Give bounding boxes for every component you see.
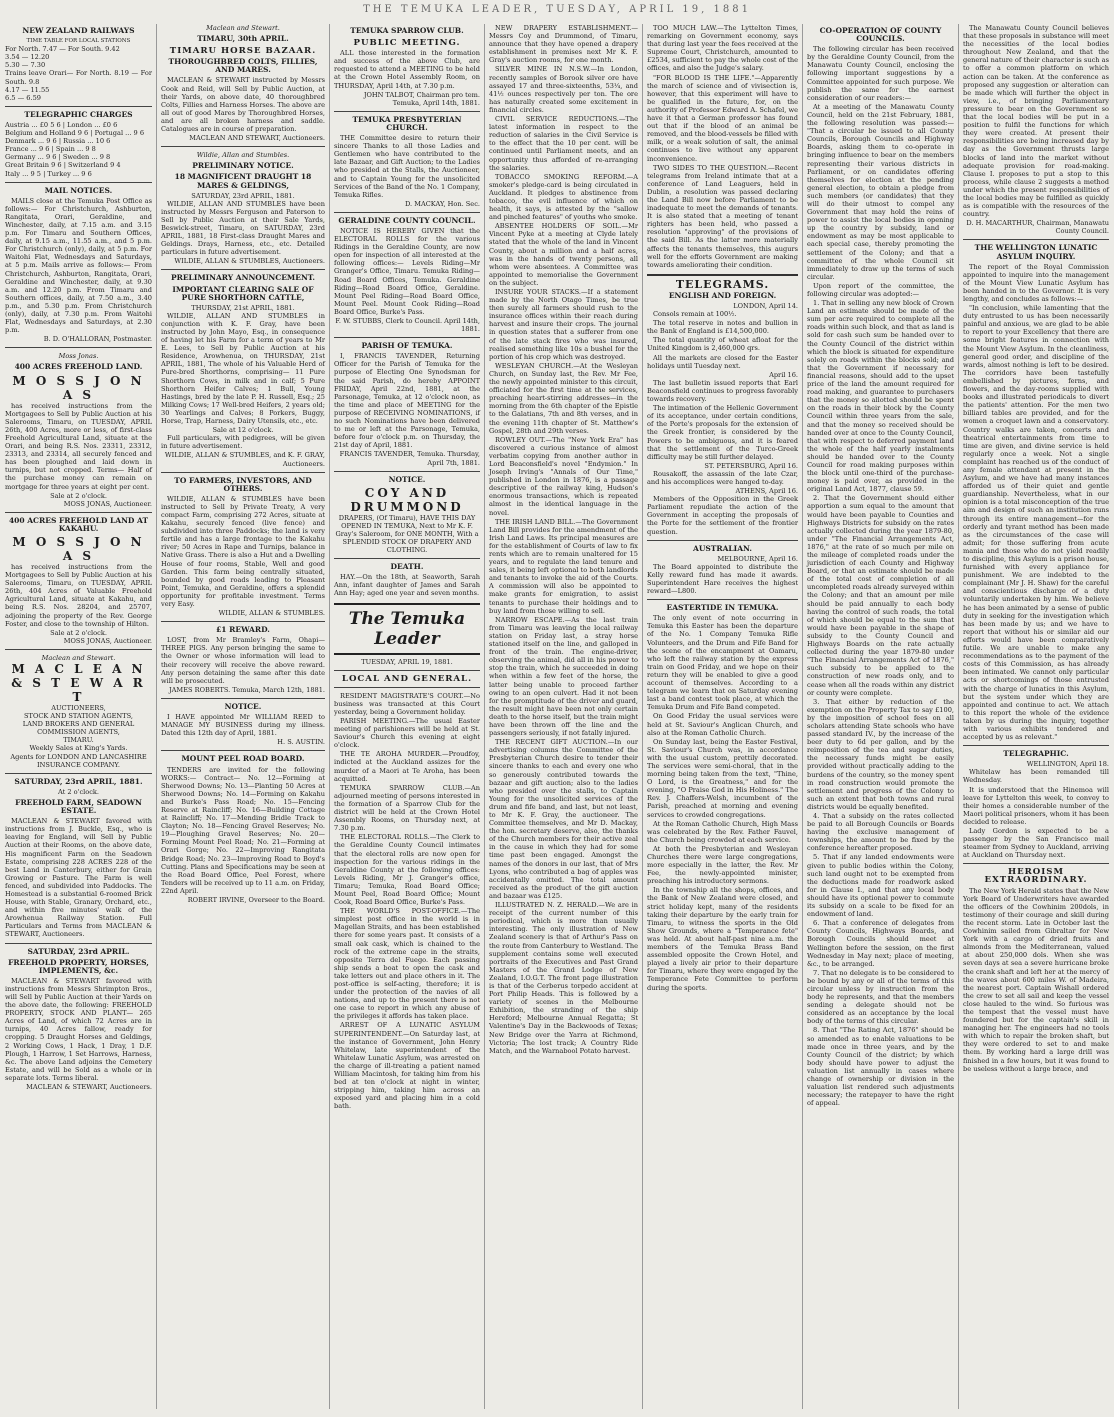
death-heading: DEATH.	[390, 562, 424, 572]
column-1	[2, 24, 155, 1409]
rail-row: 6.5 — 6.59	[5, 93, 41, 102]
ad-heading: TIMARU HORSE BAZAAR.	[169, 46, 317, 57]
ad-line: LAND BROKERS AND GENERAL	[22, 720, 135, 729]
ad-signature: ROBERT IRVINE, Overseer to the Board.	[187, 896, 325, 904]
news-item: THE ELECTORAL ROLLS.—The Clerk to the Geraldine County Council intimates that the electoral rolls are now open for inspection for the various ridings in the Geraldine County at the following offices: Levels Riding, Mr J. Granger's office, Timaru; Temuka, Road Board Office; Mount Peel, Road Board Office; Mount Cook, Road Board Office, Burke's Pass.	[334, 833, 480, 907]
section-subheading: ENGLISH AND FOREIGN.	[668, 290, 777, 300]
section-heading: HEROISM EXTRAORDINARY.	[984, 867, 1088, 886]
news-item: On Sunday last, being the Easter Festival, St. Saviour's Church was, in accordance with the usual custom, prettily decorated. The services were semi-choral, that in the morning being taken from the text, "Thine, O Lord, is the Greatness," and for the evening, "O Praise God in His Holiness." The Rev. J. Chaffers-Welsh, incumbent of the Parish, preached at morning and evening services to crowded congregations.	[647, 737, 798, 819]
ad-signature: JOHN TALBOT, Chairman pro tem. Temuka, April 14th, 1881.	[363, 90, 480, 107]
advertiser-name: Moss Jonas.	[58, 352, 99, 361]
rail-row: Trains leave Orari— For North. 8.19 — For South. 9.8	[5, 69, 152, 86]
news-item: ROWLEY OUT.—The "New York Era" has discovered a curious instance of almost verbatim copying from another author in Lord Beaconsfield's novel "Endymion." In Joseph Irving's "Annals of Our Time," published in London in 1876, is a passage descriptive of the railway king, Hudson's enormous transactions, which is repeated almost in the identical language in the novel.	[489, 435, 638, 517]
telegram-item: The intimation of the Hellenic Government of its acceptance, under certain conditions, of the Porte's proposals for the extension of the Greek frontier, is considered by the Powers to be ambiguous, and it is feared that the settlement of the Turco-Greek difficulty may be still further delayed.	[647, 404, 798, 461]
divider	[161, 750, 325, 751]
news-item: 5. That if any landed endowments were given to public bodies within the Colony, such land ought not to be exempted from the deductions made for roadwork asked for in Clause I., and that any local body should have its optional power to commute its subsidy on a scale to be fixed for an endowment of land.	[807, 853, 954, 919]
news-item: INSURE YOUR STACKS.—If a statement made by the North Otago Times, be true then surely all farmers should rush to the insurance offices within their reach during harvest and insure their crops. The journal in question states that a sufferer from one of the late stack fires who was insured, realised something like 10s a bushel for the portion of his crop which was destroyed.	[489, 288, 638, 361]
mail-signature: B. D. O'HALLORAN, Postmaster.	[43, 335, 152, 344]
section-heading: AUSTRALIAN.	[693, 543, 752, 553]
tele-row: Austria ... £0 5 6 | London ... £0 6	[5, 120, 118, 129]
ad-signature: H. S. AUSTIN.	[277, 738, 325, 747]
divider	[5, 347, 152, 348]
railways-subheading: TIME TABLE FOR LOCAL STATIONS	[26, 38, 131, 45]
divider	[334, 212, 480, 213]
rail-row: 3.54 — 12.20	[5, 53, 50, 62]
news-item: 7. That no delegate is to be considered to be bound by any or all of the terms of this circular unless by instruction from the body he represents, and that the members sending a delegate should not be considered as an acceptance by the local body of the terms of this circular.	[807, 968, 954, 1026]
divider	[647, 540, 798, 541]
ad-heading: FREEHOLD PROPERTY, HORSES, IMPLEMENTS, &c.	[8, 957, 149, 975]
mail-text: MAILS close at the Temuka Post Office as follows:— For Christchurch, Ashburton, Rangitata, Orari, Geraldine, and Winchester, daily, at 7.15 a.m. and 3.15 p.m. For Timaru and Southern Offices, daily, at 9.15 a.m., 11.55 a.m., and 5 p.m. For Christchurch (only), daily, at 5 p.m. For Waitohi Flat, Wednesdays and Saturdays, at 5 p.m. Mails arrive as follows:— From Christchurch, Ashburton, Rangitata, Orari, Geraldine and Winchester, daily, at 9.30 a.m. and 12.20 p.m. From Timaru and Southern offices, daily, at 7.50 a.m., 3.40 p.m., and 5.30 p.m. From Christchurch (only), daily, at 7.30 p.m. From Waitohi Flat, Wednesdays and Saturdays, at 2.30 p.m.	[5, 196, 152, 335]
ad-text: ALL those interested in the formation and success of the above Club, are requested to attend a MEETING to be held at the Crown Hotel Assembly Room, on THURSDAY, April 14th, at 7.30 p.m.	[334, 49, 480, 90]
telegram-item: Whitelaw has been remanded till Wednesday.	[963, 768, 1109, 785]
news-item: PARISH MEETING.—The usual Easter meeting of parishioners will be held at St. Saviour's Church this evening at eight o'clock.	[334, 717, 480, 750]
news-item: Upon report of the committee, the following circular was adopted:—	[807, 281, 954, 298]
ad-text: LOST, from Mr Bramley's Farm, Ohapi— THREE PIGS. Any person bringing the same to the Owner or whose information will lead to their recovery will receive the above reward. Any person detaining the same after this date will be prosecuted.	[161, 636, 325, 685]
ad-heading: PUBLIC MEETING.	[353, 38, 461, 49]
telegram-item: Lady Gordon is expected to be a passenger by the San Francisco mail steamer from Sydney to Auckland, arriving at Auckland on Thursday next.	[963, 827, 1109, 860]
ad-heading: MOUNT PEEL ROAD BOARD.	[181, 754, 305, 764]
divider	[334, 670, 480, 671]
ad-signature: WILDIE, ALLAN & STUMBLES.	[218, 609, 325, 618]
dateline: WELLINGTON, April 18.	[1026, 760, 1109, 769]
news-item: At a meeting of the Manawatu County Council, held on the 21st February, 1881, the following resolution was passed:— "That a circular be issued to all County Councils, Borough Councils and Highway Boards, asking them to co-operate in bringing influence to bear on the members representing their various districts in Parliament, or on candidates offering themselves for election at the pending general election, to obtain a pledge from such members (or candidates) that they will do their utmost to compel any Government that may hold the reins of power to assist the local bodies in opening up the country by subsidy, land or endowment as may be most applicable to each special case, thereby promoting the settlement of the Colony; and that a committee of the whole Council sit immediately to draw up the terms of such circular.	[807, 102, 954, 281]
ad-signature: MOSS JONAS, Auctioneer.	[63, 499, 152, 508]
divider	[5, 649, 152, 650]
news-item: "FOR BLOOD IS THE LIFE."—Apparently the march of science and of vivisection is, however, that this experiment will have to be qualified in the future, for, on the authority of Professor Edward A. Schafel, we have it that a German professor has found out that if the blood of an animal be removed, and the blood-vessels be filled with milk, or a weak solution of salt, the animal continues to live without any apparent inconvenience.	[647, 73, 799, 163]
telegram-item: Rousakoff, the assassin of the late Czar, and his accomplices were hanged to-day.	[647, 469, 798, 486]
ad-heading: TO FARMERS, INVESTORS, AND OTHERS.	[174, 475, 312, 493]
ad-text: I HAVE appointed Mr WILLIAM REED to MANAGE MY BUSINESS during my illness. Dated this 12th day of April, 1881.	[161, 713, 325, 738]
news-item: "In conclusion, while lamenting that the duty entrusted to us has been necessarily painful and anxious, we are glad to be able to report to your Excellency that there are some bright features in connection with the Mount View Asylum. In the cleanliness, general good order, and discipline of the wards, almost nothing is left to be desired. The corridors have been tastefully embellished by pictures, ferns, and flowers, and the day-rooms supplied with books and illustrated periodicals to divert the patients' attention. For the men two billiard tables are provided, and for the women a croquet lawn and a conservatory. Country walks are taken, concerts and theatrical entertainments from time to time are given, and divine service is held regularly once a week. Not a single complaint has reached us of the conduct of any female attendant at present in the Asylum, and we have had many instances afforded us of their quiet and gentle guardianship. Nevertheless, what in our opinion is a total misconception of the true aim and design of such an institution runs through its entire management—for the orderly and tyrant method has been made as the circumstances of the case will admit; for those suffering from acute mania and those who do not yield readily to discipline, this Asylum is a prison house, furnished with every appliance for punishment. We are indebted to the complainant (Mr J. H. Shaw) for the careful and conscientious discharge of a duty voluntarily undertaken by him. We believe he has been animated by a sense of public duty in seeking for the investigation which has been made by us; and we have to report that without his or similar aid our efforts would have been comparatively futile. We are unable to make any recommendations as to the payment of the costs of this Commission, as has already been intimated. We cannot only particular acts or shortcomings of those entrusted with the charge of lunatics in this Asylum, but the system under which they are appointed and continue to act. We attach to this report the whole of the evidence taken by us during the inquiry, together with various exhibits tendered and accepted by us as relevant."	[963, 304, 1109, 742]
ad-heading: PARISH OF TEMUKA.	[361, 341, 453, 351]
tele-row: France ... 9 6 | Spain ... 9 8	[5, 145, 96, 154]
ad-heading: PRELIMINARY ANNOUNCEMENT.	[170, 273, 316, 283]
column-rule	[958, 24, 959, 1409]
ad-heading: NOTICE.	[388, 474, 426, 484]
dateline: MELBOURNE, April 16.	[717, 554, 798, 563]
ad-text: THE Committee desire to return their sincere Thanks to all those Ladies and Gentlemen who have contributed to the late Bazaar, and Gift Auction; to the Ladies who presided at the Stalls, the Auctioneer, and to Captain Young for the unsolicited Services of the Band of the No. 1 Company, Temuka Rifles.	[334, 134, 480, 199]
rail-row: For North. 7.47 — For South. 9.42	[5, 45, 120, 54]
sale-time: Sale at 2 o'clock.	[50, 491, 107, 500]
advertiser-name: COY AND DRUMMOND	[350, 485, 464, 514]
news-item: THE WORLD'S POST-OFFICE.—The simplest post office in the world is in Magellan Straits, and has been established there for some years past. It consists of a small oak cask, which is chained to the rock of the extreme cape in the straits, opposite Terra del Fuego. Each passing ship sends a boat to open the cask and take letters out and place others in it. The post-office is self-acting, therefore; it is under the protection of the navies of all nations, and up to the present there is not one case to report in which any abuse of the privileges it affords has taken place.	[334, 907, 480, 1021]
section-heading: LOCAL AND GENERAL.	[341, 673, 473, 684]
ad-line: TIMARU.	[63, 736, 94, 745]
ad-text: MACLEAN & STEWART favored with instructions from J. Buckle, Esq., who is leaving for England, will Sell by Public Auction at their Rooms, on the above date, His magnificent Farm on the Seadown Estate, comprising 228 ACRES 228 of the best Land in Canterbury, either for Grain Growing or Pasture. The Farm is well fenced, and subdivided into Paddocks. The Homestead is a substantial 6-roomed Brick House, with Stable, Granary, Orchard, etc., and within five minutes' walk of the Arowhenua Railway Station. Full Particulars and Terms from MACLEAN & STEWART, Auctioneers.	[5, 817, 152, 939]
column-rule	[156, 24, 157, 1409]
ad-text: DRAPERS, (Of Timaru), HAVE THIS DAY OPENED IN TEMUKA, Next to Mr K. F. Gray's Saleroom, for ONE MONTH, With a SPLENDID STOCK OF DRAPERY AND CLOTHING.	[335, 513, 479, 555]
divider	[647, 274, 798, 276]
dateline: ST. PETERSBURG, April 16.	[704, 461, 798, 470]
ad-text: NOTICE IS HEREBY GIVEN that the ELECTORAL ROLLS for the various Ridings in the Geraldine County, are now open for inspection of all interested at the following offices:— Levels Riding—Mr Granger's Office, Timaru. Temuka Riding—Road Board Offices, Temuka. Geraldine Riding—Road Board Office, Geraldine. Mount Peel Riding—Road Board Office, Mount Peel. Mount Cook Riding—Road Board Office, Burke's Pass.	[334, 226, 480, 316]
ad-heading: 18 MAGNIFICENT DRAUGHT 18 MARES & GELDINGS,	[174, 172, 312, 190]
issue-date: TUESDAY, APRIL 19, 1881.	[361, 657, 453, 666]
death-notice: HAY.—On the 18th, at Seaworth, Sarah Ann, infant daughter of James and Sarah Ann Hay; aged one year and seven months.	[334, 573, 480, 598]
ad-heading: TEMUKA SPARROW CLUB.	[350, 26, 464, 35]
divider	[5, 512, 152, 513]
rail-row: 4.17 — 11.55	[5, 85, 50, 94]
tele-row: Great Britain 9 6 | Switzerland 9 4	[5, 161, 121, 170]
advertiser-name: Maclean and Stewart.	[41, 653, 116, 662]
tele-row: Denmark ... 9 6 | Russia ... 10 6	[5, 137, 111, 146]
sale-time: Sale at 2 o'clock.	[50, 628, 107, 637]
news-item: RESIDENT MAGISTRATE'S COURT.—No business was transacted at this Court yesterday, being a Government holiday.	[334, 691, 480, 716]
tele-row: Belgium and Holland 9 6 | Portugal ... 9 6	[5, 129, 145, 138]
telegraph-heading: TELEGRAPHIC CHARGES	[24, 109, 133, 119]
telegram-item: All the markets are closed for the Easter holidays until Tuesday next.	[647, 353, 798, 370]
column-6	[804, 24, 957, 1409]
news-item: 3. That either by reduction of the exemption on the Property Tax to say £100, by the imposition of school fees on all scholars attending State schools who have passed standard IV., by the increase of the beer duty to 6d per gallon, and by the reimposition of the tea and sugar duties, the necessary funds might be easily provided without practically adding to the burdens of the country, so the money spent in road construction would promote the settlement and progress of the Colony to such an extent that both towns and rural districts would be equally benefited.	[807, 697, 954, 811]
ad-text: WILDIE, ALLAN AND STUMBLES in conjunction with K. F. Gray, have been instructed by John Mayo, Esq., in consequence of having let his Farm for a term of years to Mr E. Lees, to Sell by Public Auction at his Residence, Arowhenua, on THURSDAY, 21st APRIL, 1881, The whole of his Valuable Herd of Pure-bred Shorthorns, comprising— 11 Pure Shorthorn Cows, in milk and in calf; 5 Pure Shorthorn Heifer Calves; 1 Bull, Young Hastings, bred by the late P. H. Russell, Esq.; 25 Milking Cows; 17 Well-bred Heifers, 2 years old; 30 Yearlings and Calves; 8 Porkers, Buggy, Horse, Trap, Harness, Dairy Utensils, etc., etc.	[161, 311, 325, 426]
news-item: 2. That the Government should either apportion a sum equal to the amount that would have been payable to Counties and Highways Districts for subsidy on the rates actually collected during the year 1879-80, under "The Financial Arrangements Act, 1876," at the rate of so much per mile on the mileage of completed roads under the jurisdiction of each County and Highway Board, or that an estimate should be made of the total cost of completion of all uncompleted roads already surveyed within the Colony; and that an amount per mile should be paid annually to each body having the control of such roads, the total of which should be equal to the sum that would have been payable in the shape of subsidy to the County Council and Highways Boards on the rate actually collected during the year 1879-80 under "The Financial Arrangements Act of 1876," such subsidy to be applied to the construction of new roads only, and to cease when all the roads within any district or county were complete.	[807, 494, 954, 697]
ad-heading: IMPORTANT CLEARING SALE OF PURE SHORTHORN CATTLE,	[172, 284, 314, 302]
divider	[161, 621, 325, 622]
column-7	[960, 24, 1112, 1409]
mail-heading: MAIL NOTICES.	[44, 185, 113, 195]
ad-heading: THOROUGHBRED COLTS, FILLIES, AND MARES.	[168, 57, 318, 75]
divider	[5, 773, 152, 774]
ad-signature: MACLEAN AND STEWART, Auctioneers.	[189, 134, 325, 143]
ad-text: TENDERS are invited for the following WORKS:— Contract— No. 12—Forming at Sherwood Downs; No. 13—Planting 50 Acres at Sherwood Downs; No. 14—Forming on Kakahu and Burke's Pass Road; No. 15—Fencing Reserve at Raincliff; No. 16—Building Cottage at Raincliff; No. 17—Mending Bridle Track to Clayton; No. 18—Fencing Gravel Reserves; No. 19—Ploughing Gravel Reserves; No. 20—Forming Mount Peel Road; No. 21—Forming at Orari Gorge; No. 22—Improving Rangitata Bridge Road; No. 23—Improving Road to Boyd's Cutting. Plans and Specifications may be seen at the Road Board Office, Peel Forest, where Tenders will be received up to 11 a.m. on Friday, 22nd April.	[161, 765, 325, 895]
divider	[963, 863, 1109, 864]
divider	[334, 558, 480, 559]
ad-text: MACLEAN & STEWART instructed by Messrs Cook and Reid, will Sell by Public Auction, at their Yards, on above date, 40 thoroughbred Colts, Fillies and Harness Horses. The above are all out of good Mares by Thoroughbred Horses, and are all broken harness and saddle. Catalogues are in course of preparation.	[161, 76, 325, 134]
section-heading: CO-OPERATION OF COUNTY COUNCILS.	[819, 26, 942, 44]
ad-signature: FRANCIS TAVENDER, Temuka. Thursday, April 7th, 1881.	[339, 450, 480, 467]
news-item: The New York Herald states that the New York Board of Underwriters have awarded the officers of the Cowhinim 200dols, in testimony of their courage and skill during the recent storm. Late in October last the Cowhinim sailed from Gibraltar for New York with a cargo of dried fruits and almonds from the Mediterranean, valued at about 250,000 dols. When she was seven days at sea a severe hurricane broke the crank shaft and left her at the mercy of the waves about 600 miles W. of Madeira, the nearest port. Captain Wishall ordered the crew to set all sail and keep the vessel close hauled to the wind. So furious was the tempest that the vessel must have foundered but for the captain's skill in managing her. The engineers had no tools with which to repair the broken shaft, but they were ordered to set to and make them. By working hard a large drill was finished in a few hours, but it was found to be useless without a large brace, and	[963, 886, 1109, 1073]
ad-text: WILDIE, ALLAN AND STUMBLES have been instructed by Messrs Ferguson and Paterson to Sell by Public Auction at their Sale Yards, Beswick-street, Timaru, on SATURDAY, 23rd APRIL, 1881, 18 First-class Draught Mares and Geldings. Drays, Harness, etc., etc. Detailed particulars in future advertisement.	[161, 199, 325, 257]
telegram-item: The last bulletin issued reports that Earl Beaconsfield continues to progress favorably towards recovery.	[647, 378, 798, 404]
news-item: On Good Friday the usual services were held at St. Saviour's Anglican Church, and also at the Roman Catholic Church.	[647, 712, 798, 737]
news-item: TEMUKA SPARROW CLUB.—An adjourned meeting of persons interested in the formation of a Sparrow Club for the district will be held at the Crown Hotel Assembly Rooms, on Thursday next, at 7.30 p.m.	[334, 783, 480, 833]
divider	[334, 111, 480, 112]
ad-line: AUCTIONEERS,	[51, 704, 106, 712]
column-rule	[484, 24, 485, 1409]
dateline: April 16.	[769, 370, 798, 379]
news-item: 6. That a conference of delegates from County Councils, Highways Boards, and Borough Councils should meet at Wellington before the session, on the first Wednesday in May next; place of meeting, &c., to be arranged.	[807, 919, 954, 968]
divider	[963, 745, 1109, 746]
divider	[161, 472, 325, 473]
divider	[161, 146, 325, 147]
ad-text: has received instructions from the Mortgagees to Sell by Public Auction at his Salerooms, Timaru, on TUESDAY, APRIL 26th, 400 Acres, more or less, of first-class Freehold Agricultural Land, situate at the Orari, and being R.S. Nos. 23311, 23312, 23313, and 23314, all securely fenced and has been ploughed and laid down in turnips, but not cropped. Terms— Half of the purchase money can remain on mortgage for three years at eight per cent.	[5, 401, 152, 491]
ad-heading: FREEHOLD FARM, SEADOWN ESTATE.	[15, 797, 142, 816]
ad-heading: SATURDAY, 23rd APRIL.	[27, 946, 130, 956]
divider	[5, 943, 152, 944]
divider	[5, 182, 152, 183]
news-item: WESLEYAN CHURCH.—At the Wesleyan Church, on Sunday last, the Rev. Mr Fee, the newly appointed minister to this circuit, officiated for the first time at the services, preaching heart-stirring addresses—in the morning from the 6th chapter of the Epistle to the Galatians, 7th and 8th verses, and in the evening 11th chapter of St. Matthew's Gospel, 28th and 29th verses.	[489, 361, 638, 435]
news-item: THE TE AROHA MURDER.—Proudfoy, indicted at the Auckland assizes for the murder of a Maori at Te Aroha, has been acquitted.	[334, 750, 480, 783]
divider	[334, 471, 480, 472]
column-2	[158, 24, 328, 1409]
telegram-item: Members of the Opposition in the Greek Parliament repudiate the action of the Government in accepting the proposals of the Porte for the settlement of the frontier question.	[647, 495, 798, 536]
ad-heading: GERALDINE COUNTY COUNCIL.	[338, 215, 476, 225]
telegram-item: The total quantity of wheat afloat for the United Kingdom is 2,460,000 qrs.	[647, 336, 798, 353]
column-4	[486, 24, 641, 1409]
tele-row: Italy ... 9 5 | Turkey ... 9 6	[5, 169, 92, 178]
news-item: ARREST OF A LUNATIC ASYLUM SUPERINTENDENT.—On Saturday last, at the instance of Government, John Henry Whitelaw, late superintendent of the Whitelaw Lunatic Asylum, was arrested on the charge of ill-treating a patient named William Macintosh, for taking him from his bed at ten o'clock at night in winter, stripping him, taking him across an exposed yard and placing him in a cold bath.	[334, 1021, 480, 1111]
news-item: NARROW ESCAPE.—As the last train from Timaru was leaving the local railway station on Friday last, a stray horse stationed itself on the line, and galloped in front of the train. The engine-driver, observing the animal, did all in his power to stop the train, which he succeeded in doing when within a few feet of the horse, the latter being unable to proceed farther owing to an open culvert. Had it not been for the promptitude of the driver and guard, the result might have been not only certain death to the horse itself, but the train might have been thrown off the line and the passengers seriously, if not fatally injured.	[489, 615, 638, 738]
column-rule	[329, 24, 330, 1409]
ad-heading: NOTICE.	[224, 701, 262, 711]
ad-signature: JAMES ROBERTS. Temuka, March 12th, 1881.	[169, 685, 325, 694]
ad-signature: WILDIE, ALLAN & STUMBLES, and K. F. GRAY, Auctioneers.	[164, 451, 325, 468]
rail-row: 5.30 — 7.30	[5, 61, 46, 70]
news-item: The following circular has been received by the Geraldine County Council, from the Manawatu County Council, enclosing the following important suggestions by a Committee appointed for such purpose. We publish the same for the earnest consideration of our readers:—	[807, 45, 954, 102]
news-item: ILLUSTRATED N. Z. HERALD.—We are in receipt of the current number of this periodical, which is more than usually interesting. The only illustration of New Zealand scenery is that of Arthur's Pass on the route from Canterbury to Westland. The supplement contains some well executed portraits of the Executives and Past Grand Masters of the Grand Lodge of New Zealand, I.O.G.T. The front page illustration is that of the Cerberus torpedo accident at Port Philip Heads. This is followed by a variety of scenes in the Melbourne Exhibition, the stranding of the ship Hereford; Melbourne Annual Regatta; St Valentine's Day in the Backwoods of Texas; New Bridge over the Yarra at Richmond, Victoria; The lost track; A Country Ride Match, and the Warnabool Potato harvest.	[489, 901, 638, 1055]
news-item: 1. That in selling any new block of Crown Land an estimate should be made of the sum per acre required to complete all the roads within such block, and that as land is sold for cash such sum be handed over to the County Council of the district within which the block is situated for expenditure solely on roads within the blocks sold; and that the Government if necessary for financial reasons, should add to the upset price of the land the amount required for road making, and guarantee to purchasers that the money so allotted should be spent on the roads in their block by the County Council within three years from the sale, and that the money so received should be handed over at once to the County Council, that with respect to deferred payment land the whole of the half yearly instalments should be handed over to the County Council for road making purposes within the block until one-third of the purchase-money is paid over, as provided in the original Land Act, 1877, clause 59.	[807, 299, 954, 494]
column-rule	[642, 24, 643, 1409]
telegram-item: It is understood that the Hinemoa will leave for Lyttelton this week, to convey to their homes a considerable number of the Maori political prisoners, whom it has been decided to release.	[963, 785, 1109, 826]
ad-line: COMMISSION AGENTS,	[37, 728, 120, 737]
dateline: ATHENS, April 16.	[735, 487, 798, 496]
news-item: The report of the Royal Commission appointed to inquire into the management of the Mount View Lunatic Asylum has been handed in to the Governor. It is very lengthy, and concludes as follows:—	[963, 262, 1109, 303]
section-heading: EASTERTIDE IN TEMUKA.	[666, 603, 779, 613]
advertiser-name: Wildie, Allan and Stumbles.	[196, 151, 290, 160]
telegram-item: Consols remain at 100½.	[653, 310, 737, 319]
divider	[334, 687, 480, 688]
news-item: 4. That a subsidy on the rates collected be paid to all Borough Councils or Boards having the exclusive management of townships, the amount to be fixed by the conference hereafter proposed.	[807, 812, 954, 853]
ad-date: THURSDAY, 21st APRIL, 1881.	[191, 303, 295, 312]
news-item: TOO MUCH LAW.—The Lyttelton Times, remarking on Government economy, says that during last year the fees received at the Supreme Court, Christchurch, amounted to £2534, sufficient to pay the whole cost of the offices, and also the Judge's salary.	[647, 24, 798, 73]
news-item: 8. That "The Rating Act, 1876" should be so amended as to enable valuations to be made once in three years, and by the County Council of the district; by which body should have power to adjust the valuation list annually in cases where change of ownership or division in the valuation list rendered such adjustments necessary; the ratepayer to have the right of appeal.	[807, 1026, 954, 1108]
ad-text: has received instructions from the Mortgagees to Sell by Public Auction at his Salerooms, Timaru, on TUESDAY, APRIL 26th, 404 Acres of Valuable Freehold Agricultural Land, situate at Kakahu, and being R.S. Nos. 28204, and 25707, adjoining the property of the Rev. George Foster, and close to the township of Hilton.	[5, 562, 152, 628]
telegram-item: The Board appointed to distribute the Kelly reward fund has made it awards. Superintendent Hare receives the highest reward—L800.	[647, 562, 798, 596]
ad-line: STOCK AND STATION AGENTS,	[24, 712, 133, 721]
news-item: THE IRISH LAND BILL.—The Government Land Bill provides for the amendment of the Irish Land Laws. Its principal measures are for the establishment of Courts of law to fix rents which are to remain unaltered for 15 years, and to regulate the land tenure and sales, it being left optional to both landlords and tenants to invoke the aid of the Courts. A commission will also be appointed to make grants for emigration, to assist tenants to purchase their holdings and to buy land from those willing to sell.	[489, 517, 638, 615]
ad-heading: PRELIMINARY NOTICE.	[192, 161, 294, 171]
auctioneer-name: M A C L E A N & S T E W A R T	[11, 662, 146, 704]
sale-time: At 2 o'clock.	[57, 787, 100, 796]
news-item: At both the Presbyterian and Wesleyan Churches there were large congregations, more especially in the latter, the Rev. Mr Fee, the newly-appointed minister, preaching his introductory sermons.	[647, 844, 798, 886]
ad-date: SATURDAY, 23rd APRIL, 1881.	[191, 191, 295, 200]
column-5	[644, 24, 801, 1409]
section-heading: TELEGRAPHIC.	[1003, 749, 1069, 759]
news-item: TWO SIDES TO THE QUESTION.—Recent telegrams from Ireland intimate that at a conference of Land Leaguers, held in Dublin, a resolution was passed declaring the Land Bill now before Parliament to be inadequate to meet the demands of tenants. It is also stated that a meeting of tenant righters has been held, who passed a resolution "approving" of the provisions of the said Bill. As the latter more materially affects the tenants themselves, this augurs well for the efforts Government are making towards ameliorating their condition.	[647, 163, 798, 269]
sale-time: Sale at 12 o'clock.	[212, 426, 274, 435]
ad-heading: TEMUKA PRESBYTERIAN CHURCH.	[352, 114, 462, 132]
masthead: THE TEMUKA LEADER, TUESDAY, APRIL 19, 1881	[363, 4, 751, 15]
ad-signature: WILDIE, ALLAN & STUMBLES, Auctioneers.	[174, 257, 325, 266]
auctioneer-name: M O S S J O N A S	[12, 373, 145, 402]
section-heading: TELEGRAMS.	[675, 277, 770, 291]
divider	[647, 599, 798, 600]
news-item: NEW DRAPERY ESTABLISHMENT.—Messrs Coy and Drummond, of Timaru, announce that they have opened a drapery establishment in premises next Mr K. F. Gray's auction rooms, for one month.	[489, 24, 638, 65]
news-item: TOBACCO SMOKING REFORM.—A smoker's pledge-card is being circulated in Auckland. It pledges to abstinence from tobacco, the evil influence of which on health, it says, is attested by the "sallow and pinched features" of youths who smoke.	[489, 172, 638, 222]
divider	[963, 239, 1109, 240]
section-heading: THE WELLINGTON LUNATIC ASYLUM INQUIRY.	[974, 243, 1098, 261]
ad-heading: 400 ACRES FREEHOLD LAND AT KAKAHU.	[8, 515, 149, 533]
ad-signature: MACLEAN & STEWART, Auctioneers.	[26, 1083, 152, 1092]
ad-text: WILDIE, ALLAN & STUMBLES have been instructed to Sell by Private Treaty, A very compact Farm, comprising 272 Acres, situate at Kakahu, securely fenced (live fence) and subdivided into three Paddocks; the land is very fertile and has a large frontage to the Kakahu river; 50 Acres in Rape and Turnips, balance in Native Grass. There is also a Hut and a Dwelling House of four rooms, Stable, Well and good Garden. This farm being centrally situated, bounded by good roads leading to Pleasant Point, Temuka, and Geraldine, offers a splendid opportunity for profitable investment. Terms very Easy.	[161, 494, 325, 608]
column-3	[331, 24, 483, 1409]
auctioneer-name: M O S S J O N A S	[12, 534, 145, 563]
signature: D. H. MACARTHUR, Chairman, Manawatu County Council.	[966, 219, 1109, 236]
news-item: ABSENTEE HOLDERS OF SOIL.—Mr Vincent Pyke at a meeting at Clyde lately stated that the whole of the land in Vincent County, about a million and a half acres, was in the hands of twenty persons, all whom were absentees. A Committee was appointed to memorialise the Government on the subject.	[489, 222, 638, 287]
news-item: SILVER MINE IN N.S.W.—In London, recently samples of Borook silver ore have assayed 17 and three-sixteenths, 53¼, and 41½ ounces respectively per ton. The ore has naturally created some excitement in financial circles.	[489, 65, 638, 114]
column-rule	[802, 24, 803, 1409]
divider	[161, 698, 325, 699]
ad-heading: SATURDAY, 23rd APRIL, 1881.	[14, 776, 143, 786]
news-item: THE RECENT GIFT AUCTION.—In our advertising columns the Committee of the Presbyterian Church desire to tender their sincere thanks to each and every one who so generously contributed towards the bazaar and gift auction; also to the ladies who presided over the stalls, to Captain Young for the unsolicited services of the drum and fife band, and last, but not least, to Mr K. F. Gray, the auctioneer. The Committee themselves, and Mr D. Mackay, the hon. secretary deserve, also, the thanks of the Church members for their active zeal in the cause in which they had for some time past been engaged. Amongst the names of the donors in our last, that of Mrs Lyons, who contributed a bag of apples was accidentally omitted. The total amount received as the product of the gift auction and bazaar was £125.	[489, 738, 638, 900]
ad-line: Weekly Sales at King's Yards.	[29, 744, 128, 753]
ad-line: Agents for LONDON AND LANCASHIRE INSURANCE COMPANY.	[10, 752, 147, 769]
ad-text: Full particulars, with pedigrees, will be given in future advertisement.	[161, 434, 325, 451]
ad-heading: £1 REWARD.	[216, 625, 270, 635]
divider	[5, 106, 152, 107]
ad-heading: 400 ACRES FREEHOLD LAND.	[14, 362, 143, 372]
dateline: LONDON, April 14.	[733, 302, 798, 310]
news-item: At the Roman Catholic Church, High Mass was celebrated by the Rev. Father Fauvel, the Church being crowded at each service.	[647, 819, 798, 844]
newspaper-title: The Temuka Leader	[334, 603, 480, 655]
telegram-item: The total reserve in notes and bullion in the Bank of England is £14,500,000.	[647, 319, 798, 336]
divider	[161, 269, 325, 270]
ad-text: MACLEAN & STEWART favored with instructions from Messrs Shrimpton Bros., will Sell by Public Auction at their Yards on the above date, the following: FREEHOLD PROPERTY, STOCK AND PLANT— 265 Acres of Land, of which 72 Acres are in turnips, 40 Acres fallow, ready for cropping. 5 Draught Horses and Geldings, 2 Working Cows, 1 Hack, 1 Dray, 1 D.F. Plough, 1 Harrow, 1 Set Harrows, Harness, &c. The above Land adjoins the Cemetery Estate, and will be Sold as a whole or in separate lots. Terms liberal.	[5, 976, 152, 1082]
railways-heading: NEW ZEALAND RAILWAYS	[22, 26, 135, 35]
tele-row: Germany ... 9 6 | Sweden ... 9 8	[5, 153, 111, 162]
ad-signature: F. W. STUBBS, Clerk to Council. April 14th, 1881.	[335, 317, 480, 334]
news-item: CIVIL SERVICE REDUCTIONS.—The latest information in respect to the reduction of salaries in the Civil Service is to the effect that the 10 per cent. will be continued until Parliament meets, and an opportunity thus afforded of re-arranging the salaries.	[489, 115, 638, 172]
advertiser-name: Maclean and Stewart.	[206, 24, 280, 32]
news-item: The only event of note occurring in Temuka this Easter has been the departure of the No. 1 Company Temuka Rifle Volunteers, and the Drum and Fife Band for the scene of the encampment at Oamaru, who left the railway station by the express train on Good Friday, and we hope on their return they will be enabled to give a good account of themselves. According to a telegram we learn that on Saturday evening last a band contest took place, at which the Temuka Drum and Fife Band competed.	[647, 614, 798, 712]
news-item: In the township all the shops, offices, and the Bank of New Zealand were closed, and strict holiday kept, many of the residents taking their departure by the early train for Timaru, to witness the sports in the Old Show Grounds, where a "Temperance fete" was held. At about half-past nine a.m. the members of the Temuka Brass Band assembled opposite the Crown Hotel, and played a lively air prior to their departure for Timaru, where they were engaged by the Temperance Fete Committee to perform during the sports.	[647, 886, 798, 992]
ad-signature: D. MACKAY, Hon. Sec.	[404, 199, 480, 208]
ad-heading: TIMARU, 30th APRIL.	[197, 34, 289, 44]
divider	[334, 337, 480, 338]
news-item: The Manawatu County Council believes that these proposals in substance will meet the necessities of the local bodies throughout New Zealand, and that the general nature of their character is such as to offer a common platform on which action can be taken. At the conference as proposed any suggestion or alteration can be made which will further the object in view, i.e., of bringing Parliamentary pressure to bear on the Government so that the local bodies will be put in a position to fulfil the functions for which they were created. At present their responsibilities are being increased day by day as the Government thrusts large blocks of land into the market without adequate provision for road-making. Clause I. proposes to put a stop to this process, while clause 2 suggests a method under which the present responsibilities of the local bodies may be fulfilled as quickly as is compatible with the resources of the country.	[963, 24, 1109, 219]
ad-signature: MOSS JONAS, Auctioneer.	[63, 636, 152, 645]
ad-text: I, FRANCIS TAVENDER, Returning Officer for the Parish of Temuka for the purpose of Electing One Synodsman for the said Parish, do hereby APPOINT FRIDAY, April 22nd, 1881, at the Parsonage, Temuka, at 12 o'clock noon, as the time and place of MEETING for the purpose of RECEIVING NOMINATIONS, if no such Nominations have been delivered to me or left at the Parsonage, Temuka, before four o'clock p.m. on Thursday, the 21st day of April, 1881.	[334, 352, 480, 450]
